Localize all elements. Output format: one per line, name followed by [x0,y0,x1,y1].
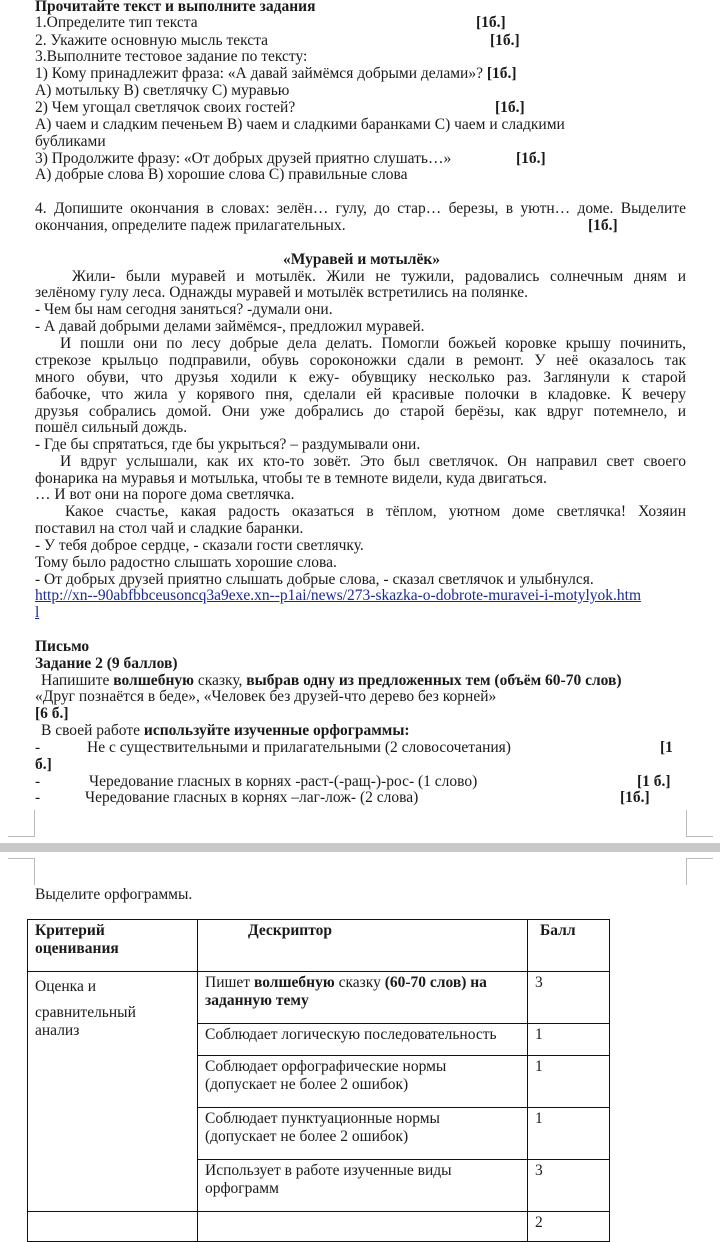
descriptor [198,1056,528,1108]
story-line: бабочке, что жила у корявого пня, сделали ей красивые полочки в кладовке. К вечеру [35,386,686,403]
t: (60-70 слов) на заданную тему [205,974,487,1009]
header-descriptor: Дескриптор [198,920,528,972]
task-title: Задание 2 (9 баллов) [35,655,178,672]
t: Соблюдает орфографические нормы [205,1058,447,1075]
instruction: Выделите орфограммы. [35,886,193,903]
story-line: стрекозе крыльцо подправили, обувь сороконожки сдали в ремонт. У неё оказалось так [35,352,686,369]
t: сказку, [193,672,247,689]
story-line: И вдруг услышали, как их кто-то зовёт. Это был светлячок. Он направил свет своего [60,453,686,470]
t: Напишите [41,672,114,689]
dash: - [35,739,41,756]
story-line: поставил на стол чай и сладкие баранки. [35,520,304,537]
story-line: пошёл сильный дождь. [35,419,188,436]
t: сравнительный [35,1004,136,1021]
story-line: Тому было радостно слышать хорошие слова. [35,554,337,571]
options: А) чаем и сладким печеньем В) чаем и сладкими баранками С) чаем и сладкими [35,116,565,133]
rule-1: Не с существительными и прилагательными (2 словосочетания) [87,739,511,756]
t: используйте изученные орфограммы: [143,722,410,739]
rule-2: Чередование гласных в корнях -раст-(-ращ-)-рос- (1 слово) [89,773,478,790]
source-link[interactable]: l [35,604,40,621]
points: [6 б.] [35,705,69,722]
score: 2 [528,1212,610,1242]
question-1: 1.Определите тип текста [35,14,198,31]
points: б.] [35,756,52,773]
descriptor [198,1212,528,1242]
options: бубликами [35,133,106,150]
t: сказку [334,974,385,991]
score: 1 [528,1024,610,1056]
descriptor [198,972,528,1024]
story-line: Какое счастье, какая радость оказаться в тёплом, уютном доме светлячка! Хозяин [65,503,686,520]
points: [1 б.] [637,773,671,790]
points: [1б.] [495,99,525,116]
header-criterion [28,920,198,972]
story-line: - А давай добрыми делами займёмся-, предложил муравей. [35,318,425,335]
t: анализ [35,1022,80,1039]
t: Оценка и [35,978,97,995]
story-line: И пошли они по лесу добрые дела делать. Помогли божьей коровке крышу починить, [60,335,686,352]
criteria-table [27,919,610,1242]
story-line: друзья собрались домой. Они уже добрались до старой берёзы, как вдруг потемнело, и [35,403,686,420]
t: Критерий [35,922,105,939]
question-4: окончания, определите падеж прилагательных. [35,217,346,234]
options: А) добрые слова В) хорошие слова С) правильные слова [35,166,408,183]
question-3-3: 3) Продолжите фразу: «От добрых друзей приятно слушать…» [35,150,452,167]
descriptor: Соблюдает логическую последовательность [198,1024,528,1056]
t: волшебную [253,974,335,991]
question-3-1 [35,65,517,83]
themes: «Друг познаётся в беде», «Человек без друзей-что дерево без корней» [35,688,497,705]
question-2: 2. Укажите основную мысль текста [35,32,268,49]
dash: - [35,773,41,790]
margin-mark [686,810,713,837]
t: оценивания [35,940,119,957]
points: [1б.] [486,65,517,82]
question-4: 4. Допишите окончания в словах: зелён… гулу, до стар… березы, в уютн… доме. Выделите [35,200,686,217]
dash: - [35,789,41,806]
criterion-cell [28,972,198,1212]
points: [1б.] [588,217,618,234]
t: выбрав одну из предложенных тем (объём 60-70 слов) [246,672,622,689]
question-3: 3.Выполните тестовое задание по тексту: [35,48,308,65]
score: 1 [528,1108,610,1160]
t: В своей работе [41,722,144,739]
descriptor [198,1160,528,1212]
score: 1 [528,1056,610,1108]
text: 1) Кому принадлежит фраза: «А давай займёмся добрыми делами»? [35,65,487,82]
points: [1б.] [620,789,650,806]
score: 3 [528,1160,610,1212]
points: [1б.] [476,14,506,31]
section-title: Письмо [35,638,90,655]
margin-mark [8,858,35,885]
t: Использует в работе изученные виды [205,1162,452,1179]
criterion-cell [28,1212,198,1242]
story-line: … И вот они на пороге дома светлячка. [35,486,295,503]
t: (допускает не более 2 ошибок) [205,1076,409,1093]
score: 3 [528,972,610,1024]
story-line: - У тебя доброе сердце, - сказали гости светлячку. [35,537,364,554]
story-title: «Муравей и мотылёк» [283,251,441,268]
rule-3: Чередование гласных в корнях –лаг-лож- (2 слова) [85,789,419,806]
t: Соблюдает пунктуационные нормы [205,1110,440,1127]
points: [1б.] [490,32,520,49]
heading: Прочитайте текст и выполните задания [35,0,316,15]
source-link[interactable]: http://xn--90abfbbceusoncq3a9exe.xn--p1ai/news/273-skazka-o-dobrote-muravei-i-motylyok.htm [35,587,642,604]
points: [1 [660,739,673,756]
story-line: много обуви, что друзья ходили к ежу- обувщику несколько раз. Заглянули к старой [35,369,686,386]
header-score: Балл [528,920,610,972]
t: волшебную [113,672,194,689]
story-line: фонарика на муравья и мотылька, чтобы те в темноте видели, куда двигаться. [35,470,547,487]
t: (допускает не более 2 ошибок) [205,1128,409,1145]
question-3-2: 2) Чем угощал светлячок своих гостей? [35,99,296,116]
use-text [41,722,410,740]
story-line: - Чем бы нам сегодня заняться? -думали они. [35,301,333,318]
options: А) мотыльку В) светлячку С) муравью [35,82,290,99]
story-line: зелёному гулу леса. Однажды муравей и мотылёк встретились на полянке. [35,284,528,301]
points: [1б.] [516,150,546,167]
story-line: Жили- были муравей и мотылёк. Жили не тужили, радовались солнечным дням и [72,268,686,285]
t: Пишет [205,974,254,991]
page-separator [0,843,720,852]
descriptor [198,1108,528,1160]
story-line: - От добрых друзей приятно слышать добрые слова, - сказал светлячок и улыбнулся. [35,571,594,588]
margin-mark [686,858,713,885]
t: орфограмм [205,1180,279,1197]
margin-mark [8,810,35,837]
story-line: - Где бы спрятаться, где бы укрыться? – раздумывали они. [35,436,421,453]
